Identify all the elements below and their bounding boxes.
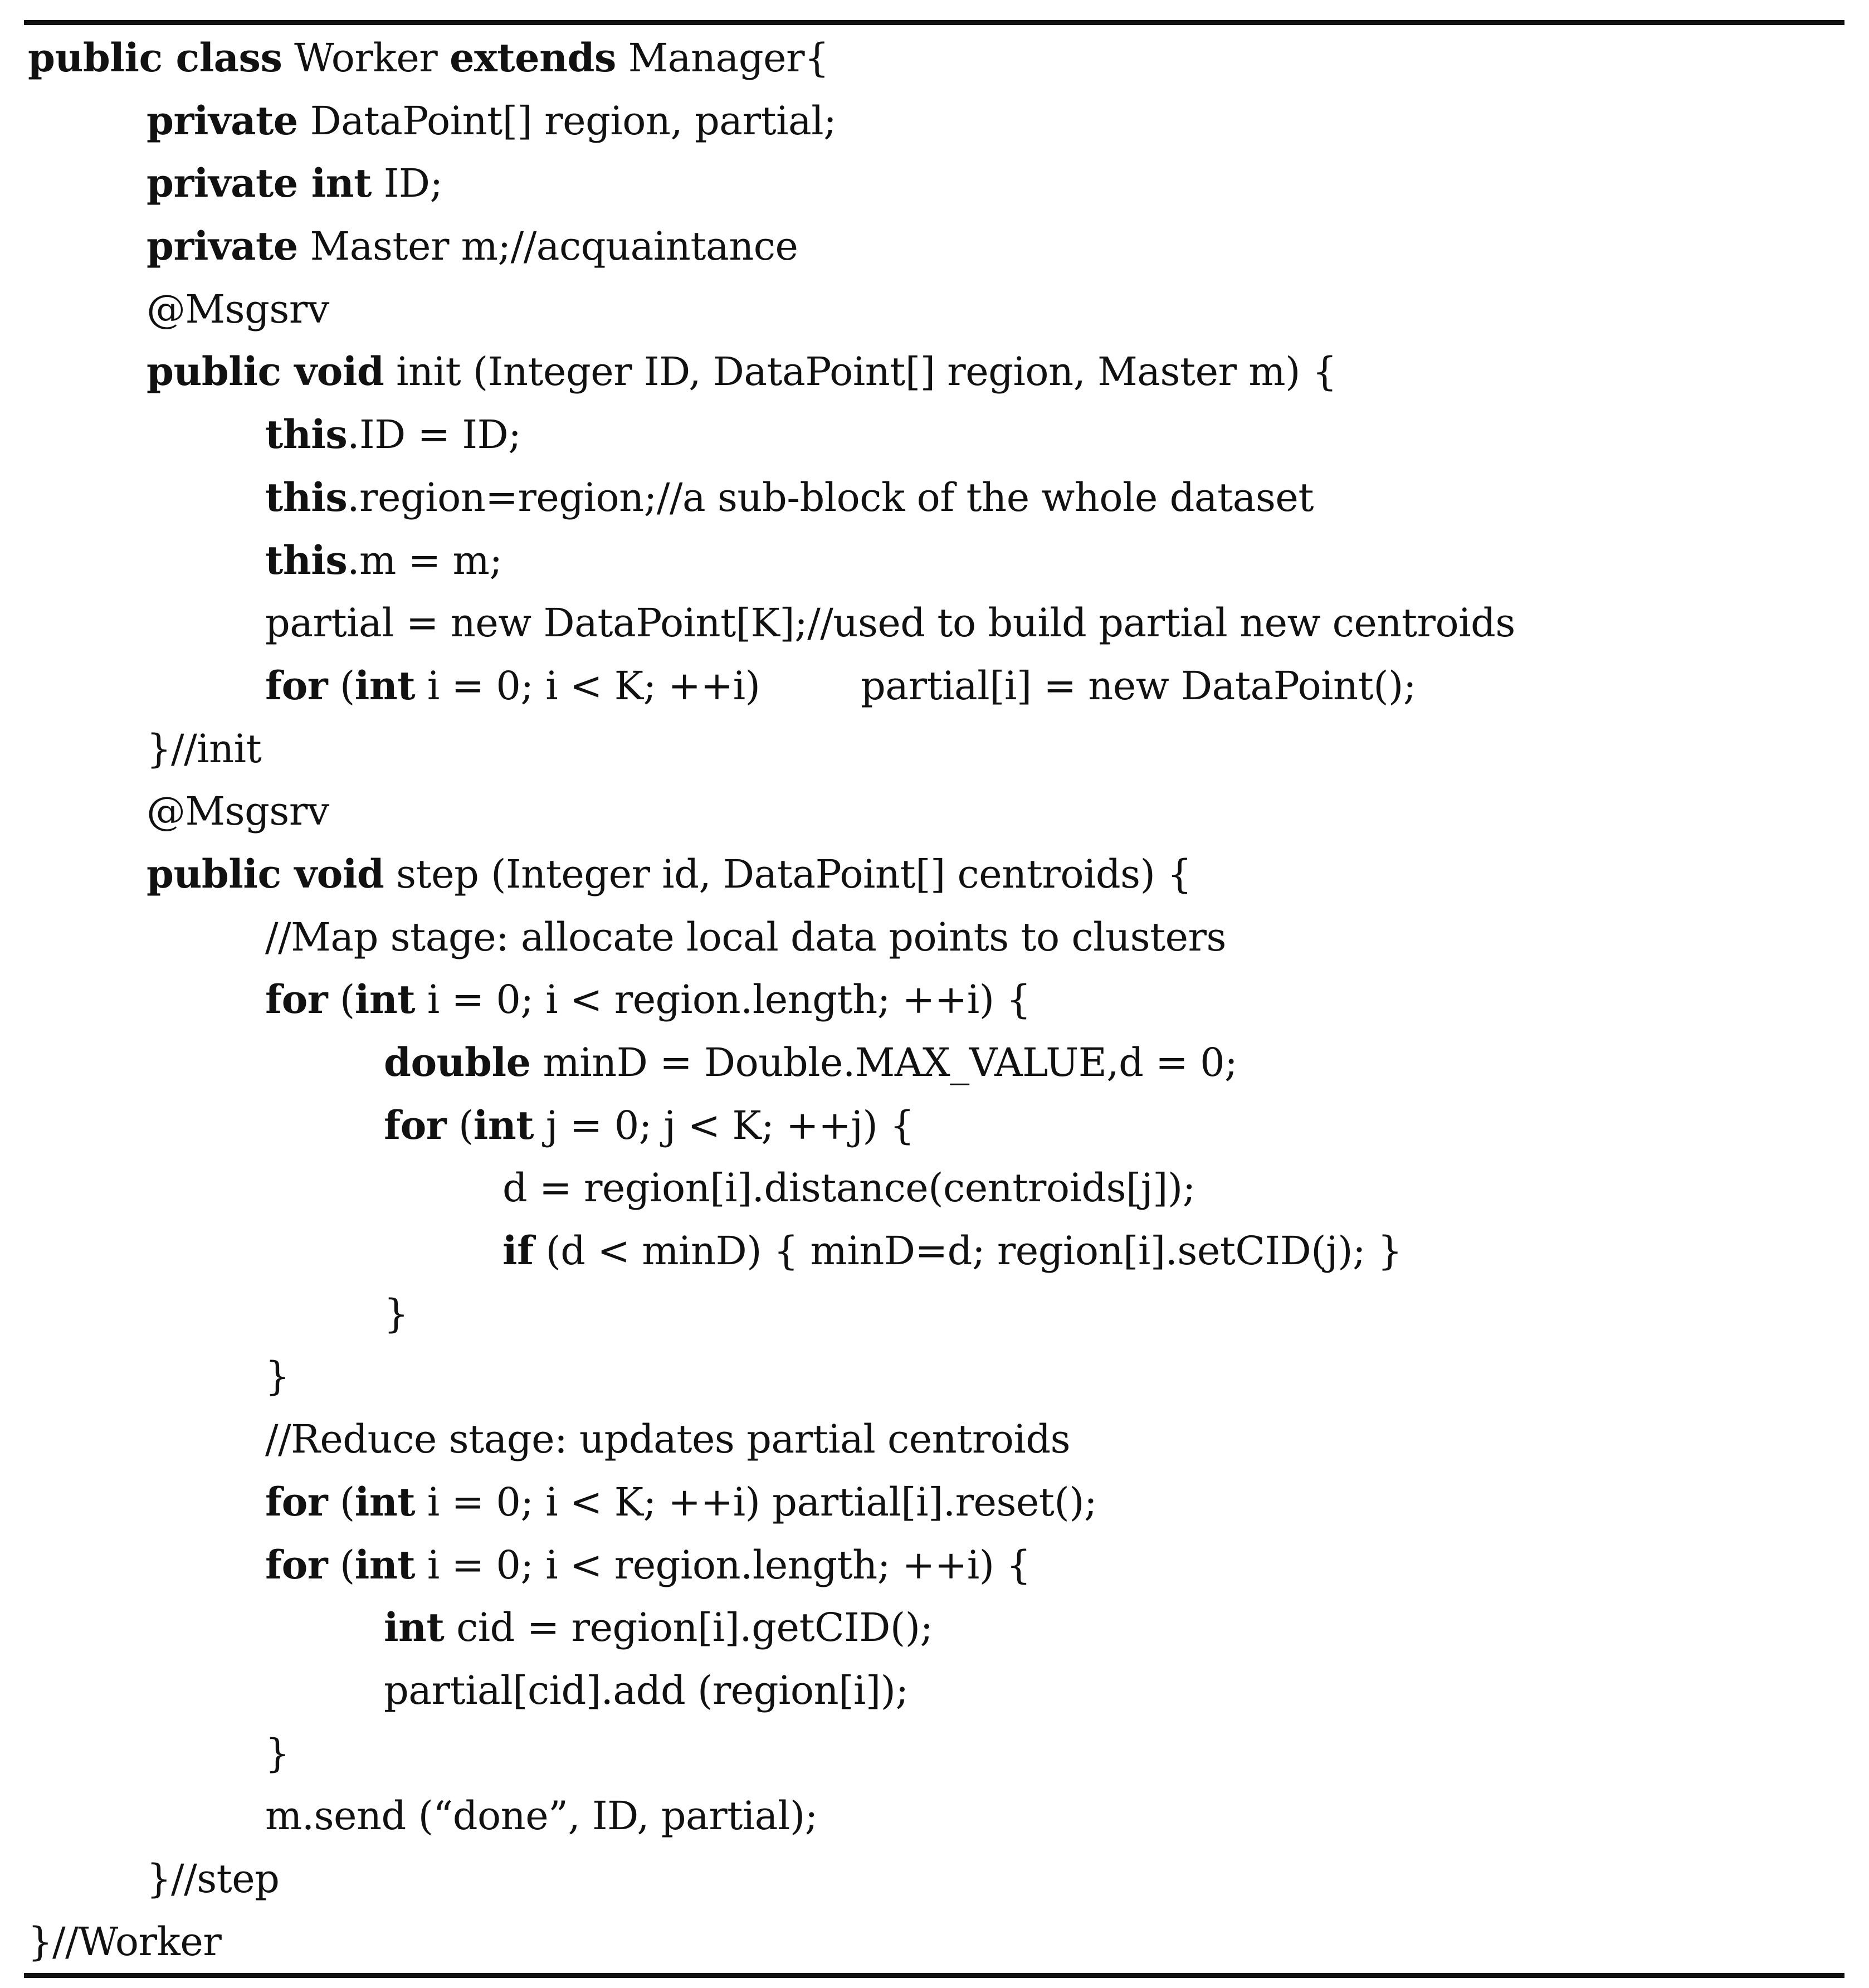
code-text: }//step: [147, 1855, 280, 1902]
code-line: [0, 1031, 1869, 1094]
code-line: [0, 466, 1869, 529]
code-line: [0, 340, 1869, 403]
code-line: [0, 1157, 1869, 1220]
code-keyword: int: [354, 976, 416, 1023]
code-line: [0, 780, 1869, 843]
code-text: }: [384, 1290, 409, 1337]
code-text: step (Integer id, DataPoint[] centroids) {: [384, 851, 1192, 897]
code-text: i = 0; i < K; ++i): [415, 662, 760, 709]
code-text: Manager{: [616, 35, 829, 81]
code-text: (: [328, 1479, 355, 1525]
code-text: .ID = ID;: [347, 412, 521, 458]
code-line: [0, 968, 1869, 1031]
code-line: [0, 1471, 1869, 1534]
code-line: [0, 278, 1869, 341]
code-keyword: public void: [147, 348, 384, 395]
code-keyword: int: [354, 1478, 416, 1525]
code-text: }//init: [147, 725, 262, 772]
code-line: [0, 90, 1869, 153]
code-text: (d < minD) { minD=d; region[i].setCID(j); }: [533, 1228, 1402, 1274]
code-text: //Reduce stage: updates partial centroids: [265, 1416, 1071, 1463]
code-keyword: for: [265, 976, 328, 1023]
code-text: i = 0; i < region.length; ++i) {: [415, 977, 1031, 1023]
code-line: [0, 27, 1869, 90]
code-line: [0, 592, 1869, 655]
code-line: [0, 1283, 1869, 1346]
code-keyword: this: [265, 474, 348, 520]
code-text: partial[i] = new DataPoint();: [861, 662, 1416, 709]
code-line: [0, 1408, 1869, 1471]
code-line: [0, 906, 1869, 969]
code-keyword: for: [265, 1478, 328, 1525]
code-line: [0, 1785, 1869, 1848]
code-line: [0, 215, 1869, 278]
code-line: [0, 1722, 1869, 1785]
code-keyword: private: [147, 97, 298, 144]
code-text: (: [328, 977, 355, 1023]
code-text: cid = region[i].getCID();: [444, 1605, 933, 1651]
code-text: }//Worker: [28, 1918, 222, 1965]
code-keyword: private: [147, 223, 298, 270]
code-keyword: if: [502, 1227, 534, 1274]
code-text: i = 0; i < region.length; ++i) {: [415, 1542, 1031, 1588]
code-keyword: public void: [147, 850, 384, 897]
code-line: [0, 1534, 1869, 1597]
code-text: @Msgsrv: [147, 788, 329, 835]
code-text: partial = new DataPoint[K];//used to build partial new centroids: [265, 600, 1515, 646]
code-text: Worker: [282, 35, 450, 81]
code-text: (: [446, 1102, 474, 1148]
code-text: }: [265, 1730, 290, 1776]
code-text: DataPoint[] region, partial;: [297, 98, 837, 144]
code-keyword: int: [354, 1541, 416, 1588]
code-line: [0, 1659, 1869, 1722]
code-line: [0, 1911, 1869, 1974]
code-text: i = 0; i < K; ++i) partial[i].reset();: [415, 1479, 1097, 1525]
code-text: //Map stage: allocate local data points to clusters: [265, 914, 1226, 960]
code-keyword: this: [265, 537, 348, 583]
code-keyword: for: [265, 1541, 328, 1588]
code-text: .m = m;: [347, 537, 502, 583]
code-text: ID;: [372, 160, 443, 207]
code-keyword: int: [384, 1604, 445, 1651]
code-line: [0, 1094, 1869, 1157]
code-line: [0, 529, 1869, 592]
code-line: [0, 152, 1869, 215]
code-keyword: private int: [147, 160, 372, 207]
code-line: [0, 1220, 1869, 1283]
code-text: @Msgsrv: [147, 286, 329, 332]
bottom-rule: [24, 1973, 1844, 1978]
code-line: [0, 1596, 1869, 1659]
code-text: .region=region;//a sub-block of the whole dataset: [347, 474, 1314, 520]
code-text: (: [328, 1542, 355, 1588]
code-line: [0, 718, 1869, 781]
code-keyword: for: [384, 1102, 447, 1148]
code-keyword: int: [354, 662, 416, 709]
code-line: [0, 1848, 1869, 1911]
code-keyword: int: [473, 1102, 534, 1148]
code-line: [0, 1345, 1869, 1408]
code-line: [0, 403, 1869, 466]
code-keyword: double: [384, 1039, 531, 1085]
code-line: [0, 655, 1869, 718]
top-rule: [24, 20, 1844, 25]
code-text: partial[cid].add (region[i]);: [384, 1667, 909, 1713]
code-keyword: this: [265, 411, 348, 458]
code-text: }: [265, 1353, 290, 1400]
code-text: init (Integer ID, DataPoint[] region, Master m) {: [384, 349, 1337, 395]
code-keyword: public class: [28, 35, 282, 81]
code-text: d = region[i].distance(centroids[j]);: [502, 1165, 1195, 1211]
code-text: (: [328, 662, 355, 709]
code-text: Master m;//acquaintance: [297, 223, 798, 270]
code-text: j = 0; j < K; ++j) {: [534, 1102, 915, 1148]
code-block: [0, 27, 1869, 1973]
code-line: [0, 843, 1869, 906]
code-text: minD = Double.MAX_VALUE,d = 0;: [530, 1040, 1238, 1085]
code-keyword: extends: [449, 35, 616, 81]
code-keyword: for: [265, 662, 328, 709]
code-text: m.send (“done”, ID, partial);: [265, 1793, 818, 1839]
